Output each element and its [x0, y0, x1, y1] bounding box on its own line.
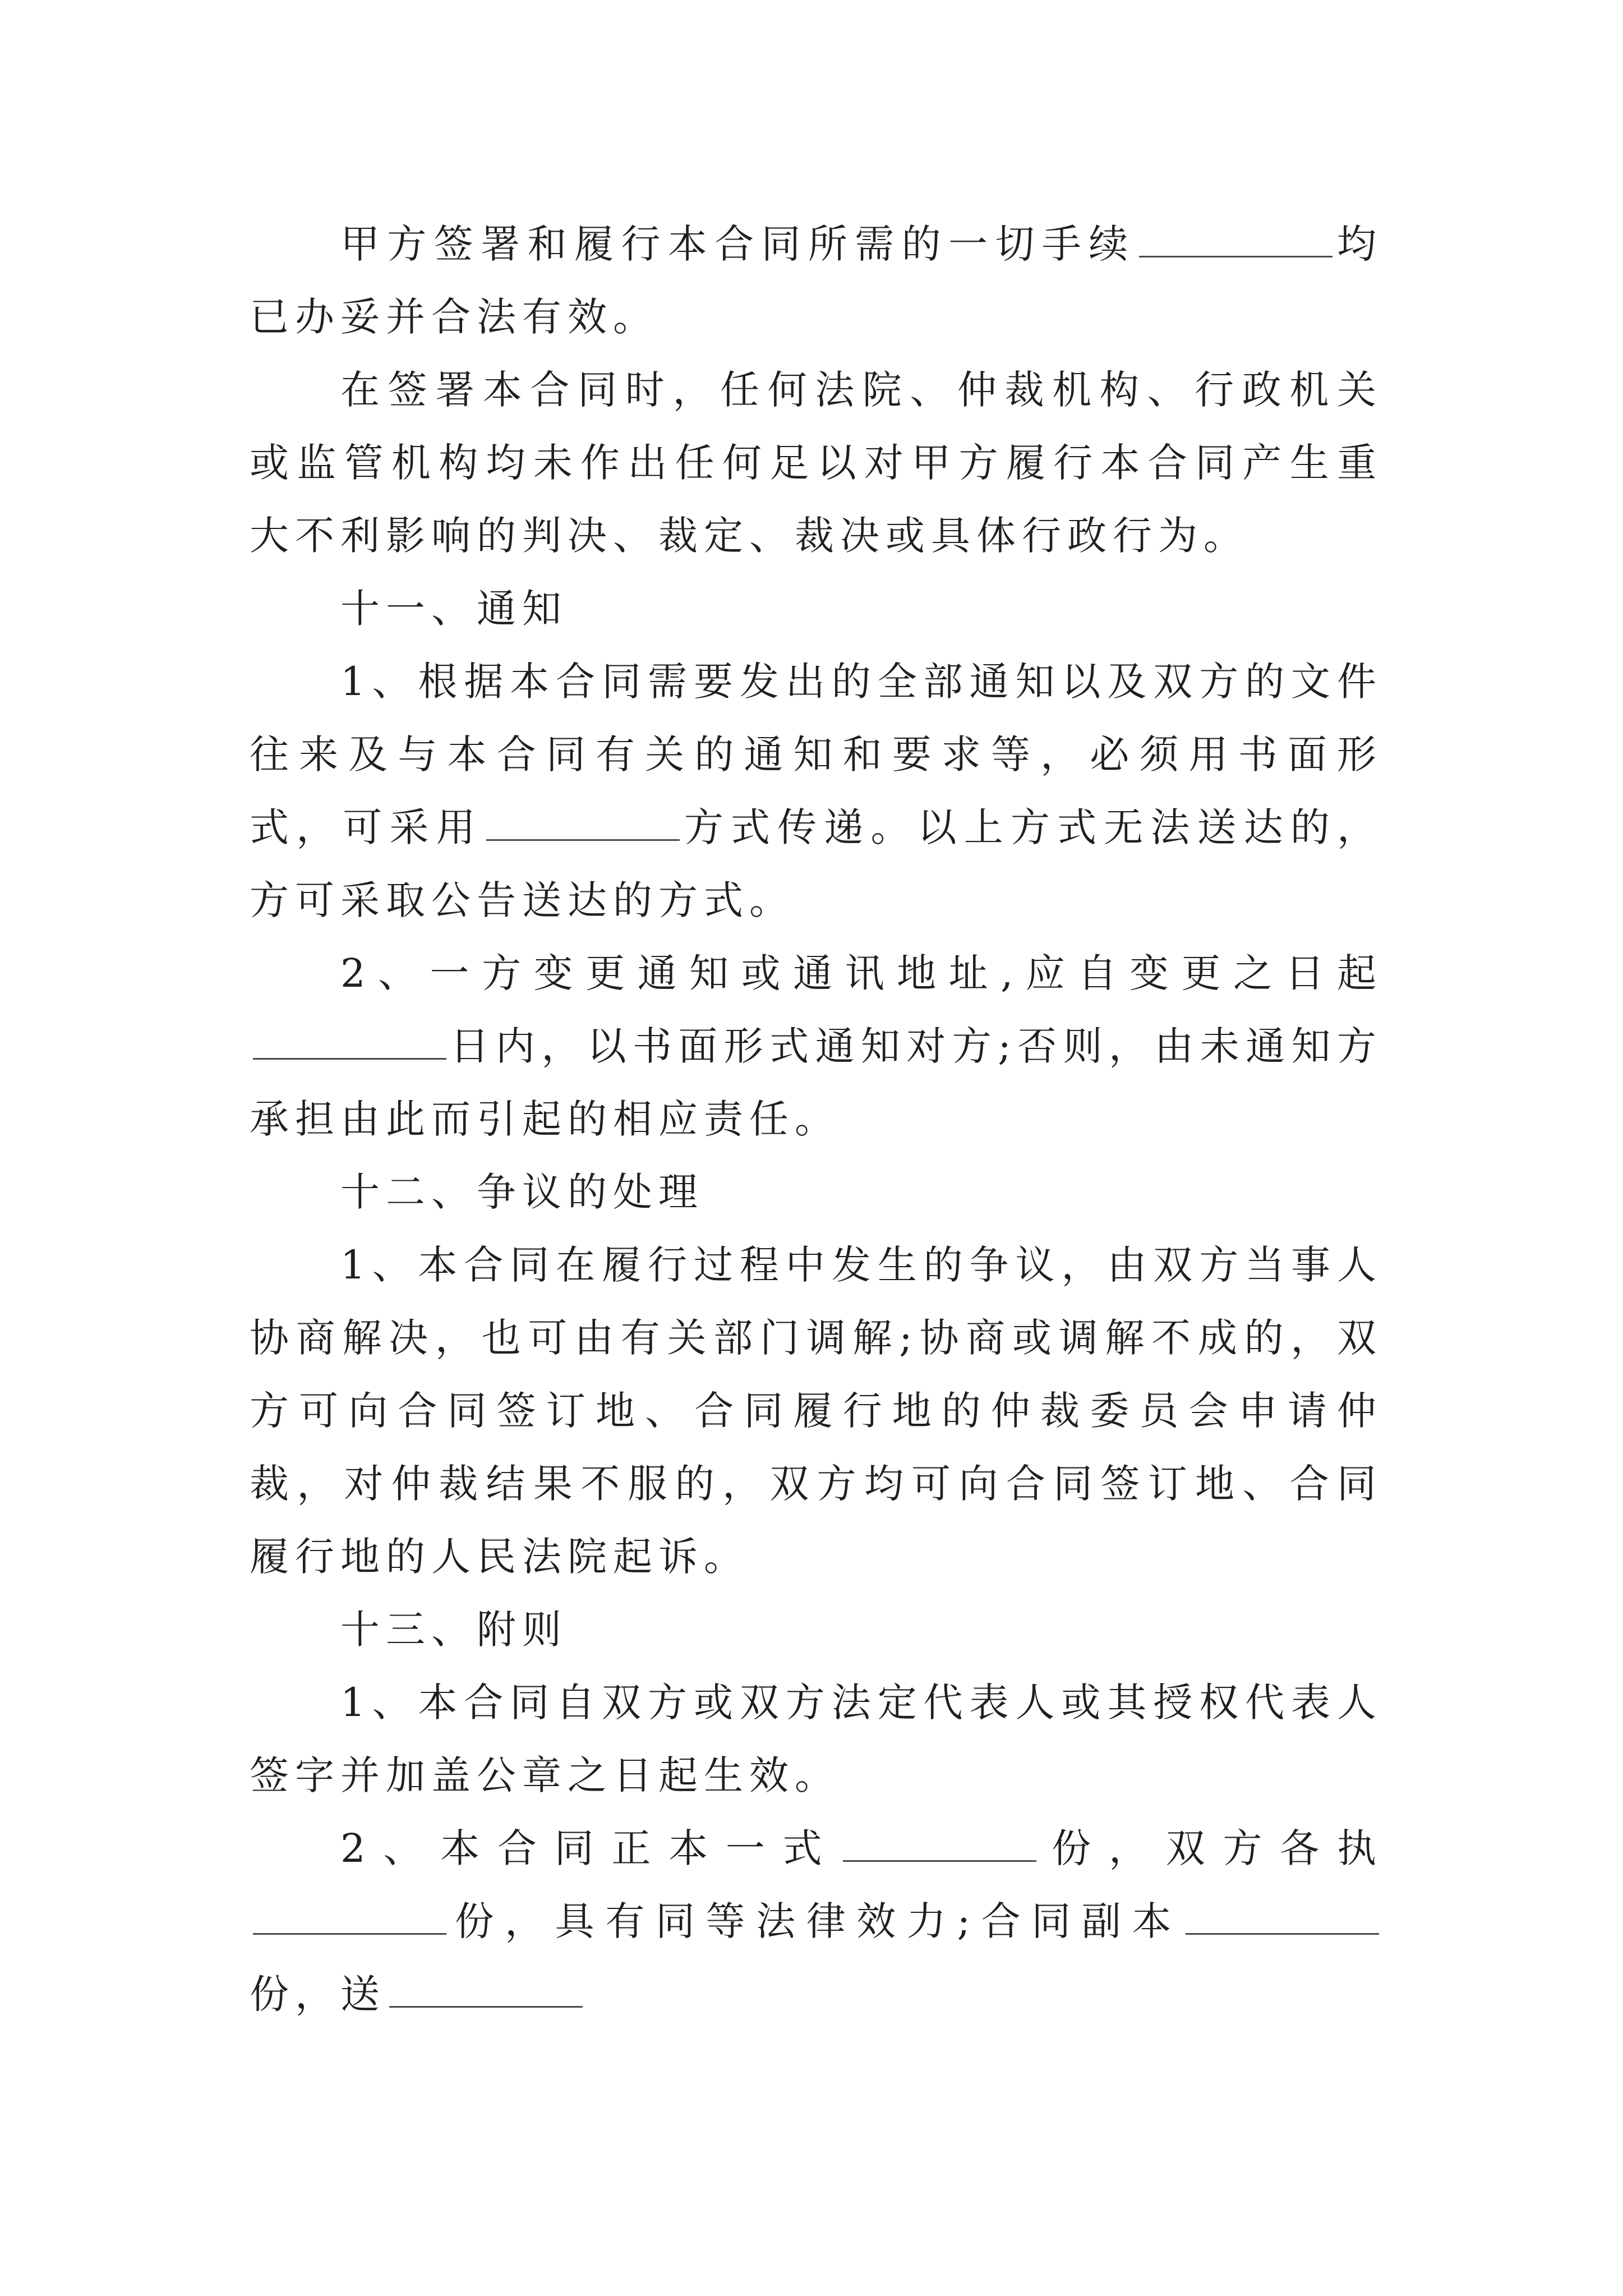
- paragraph-text: 在签署本合同时，任何法院、仲裁机构、行政机关或监管机构均未作出任何足以对甲方履行本合同产生重大不利影响的判决、裁定、裁决或具体行政行为。: [250, 367, 1382, 559]
- paragraph-text: 方式传递。以上方式无法送达的，方可采取公告送达的方式。: [250, 804, 1382, 923]
- contract-paragraph: [250, 645, 1382, 937]
- paragraph-text: 1、本合同自双方或双方法定代表人或其授权代表人签字并加盖公章之日起生效。: [250, 1680, 1382, 1798]
- contract-paragraph: [250, 937, 1382, 1156]
- paragraph-text: 甲方签署和履行本合同所需的一切手续: [340, 221, 1136, 267]
- paragraph-text: 份，具有同等法律效力;合同副本: [450, 1898, 1182, 1944]
- paragraph-text: 日内，以书面形式通知对方;否则，由未通知方承担由此而引起的相应责任。: [250, 1023, 1382, 1142]
- fill-in-blank: [843, 1821, 1036, 1862]
- fill-in-blank: [486, 800, 680, 841]
- paragraph-text: 1、根据本合同需要发出的全部通知以及双方的文件往来及与本合同有关的通知和要求等，必须用书面形式，可采用: [250, 659, 1382, 850]
- paragraph-text: 份，送: [250, 1971, 386, 2017]
- contract-body: [250, 208, 1382, 2031]
- contract-paragraph: [250, 1228, 1382, 1593]
- fill-in-blank: [1139, 217, 1332, 257]
- fill-in-blank: [389, 1967, 583, 2008]
- paragraph-text: 十一、通知: [340, 586, 568, 632]
- paragraph-text: 1、本合同在履行过程中发生的争议，由双方当事人协商解决，也可由有关部门调解;协商或调解不成的，双方可向合同签订地、合同履行地的仲裁委员会申请仲裁，对仲裁结果不服的，双方均可向合同签订地、合同履行地的人民法院起诉。: [250, 1242, 1382, 1580]
- paragraph-text: 2、一方变更通知或通讯地址,应自变更之日起: [340, 950, 1382, 996]
- fill-in-blank: [253, 1894, 446, 1935]
- paragraph-text: 份，双方各执: [1040, 1825, 1383, 1871]
- fill-in-blank: [1186, 1894, 1379, 1935]
- paragraph-text: 均已办妥并合法有效。: [250, 221, 1383, 340]
- paragraph-text: 十三、附则: [340, 1607, 568, 1653]
- section-heading: [250, 572, 1382, 645]
- section-heading: [250, 1156, 1382, 1228]
- fill-in-blank: [253, 1019, 446, 1060]
- contract-paragraph: [250, 1812, 1382, 2031]
- section-heading: [250, 1593, 1382, 1666]
- contract-paragraph: [250, 1666, 1382, 1812]
- contract-paragraph: [250, 353, 1382, 572]
- contract-paragraph: [250, 208, 1382, 353]
- paragraph-text: 十二、争议的处理: [340, 1169, 704, 1215]
- paragraph-text: 2、本合同正本一式: [340, 1825, 840, 1871]
